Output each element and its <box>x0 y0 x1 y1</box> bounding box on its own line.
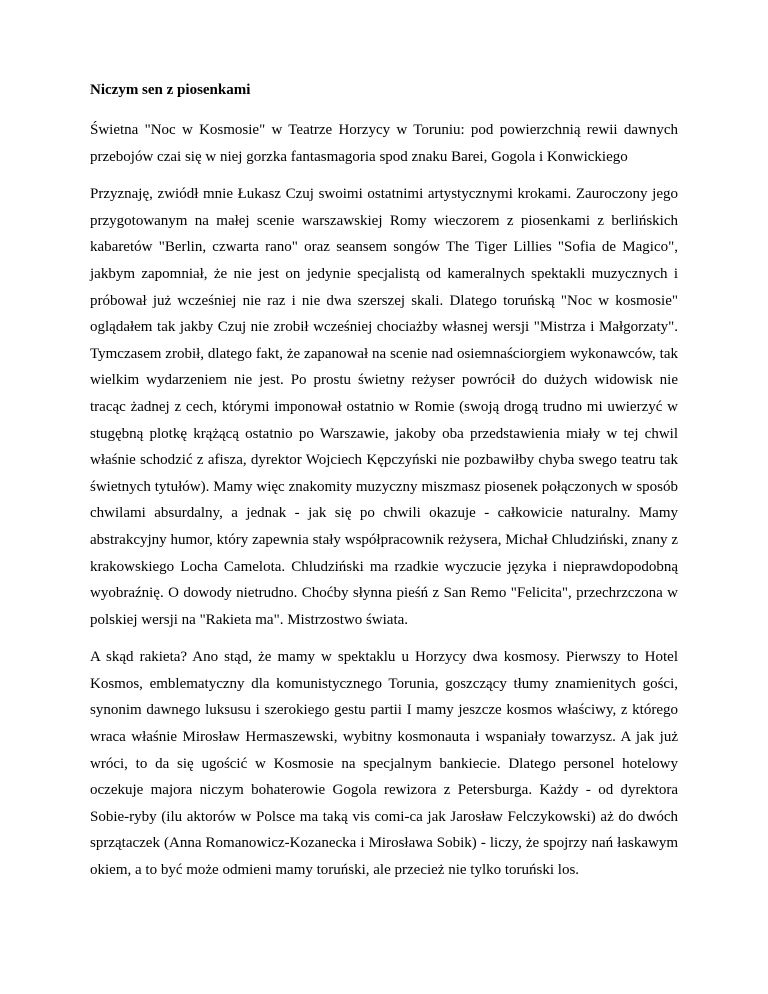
body-paragraph: Przyznaję, zwiódł mnie Łukasz Czuj swoimi ostatnimi artystycznymi krokami. Zauroczony jego przygotowanym na małej scenie warszawskiej Romy wieczorem z piosenkami z berlińskich kabaretów "Berlin, czwarta rano" oraz seansem songów The Tiger Lillies "Sofia de Magico", jakbym zapomniał, że nie jest on jedynie specjalistą od kameralnych spektakli muzycznych i próbował już wcześniej nie raz i nie dwa szerszej skali. Dlatego toruńską "Noc w kosmosie" oglądałem tak jakby Czuj nie zrobił wcześniej chociażby własnej wersji "Mistrza i Małgorzaty". Tymczasem zrobił, dlatego fakt, że zapanował na scenie nad osiemnaściorgiem wykonawców, tak wielkim wydarzeniem nie jest. Po prostu świetny reżyser powrócił do dużych widowisk nie tracąc żadnej z cech, którymi imponował ostatnio w Romie (swoją drogą trudno mi uwierzyć w stugębną plotkę krążącą ostatnio po Warszawie, jakoby oba przedstawienia miały w tej chwil właśnie schodzić z afisza, dyrektor Wojciech Kępczyński nie pozbawiłby chyba swego teatru tak świetnych tytułów). Mamy więc znakomity muzyczny miszmasz piosenek połączonych w sposób chwilami absurdalny, a jednak - jak się po chwili okazuje - całkowicie naturalny. Mamy abstrakcyjny humor, który zapewnia stały współpracownik reżysera, Michał Chludziński, znany z krakowskiego Locha Camelota. Chludziński ma rzadkie wyczucie języka i nieprawdopodobną wyobraźnię. O dowody nietrudno. Choćby słynna pieśń z San Remo "Felicita", przechrzczona w polskiej wersji na "Rakieta ma". Mistrzostwo świata. <box>90 186 678 628</box>
document-page <box>90 80 678 895</box>
body-paragraph: A skąd rakieta? Ano stąd, że mamy w spektaklu u Horzycy dwa kosmosy. Pierwszy to Hotel Kosmos, emblematyczny dla komunistycznego Torunia, goszczący tłumy znamienitych gości, synonim dawnego luksusu i szerokiego gestu partii I mamy jeszcze kosmos właściwy, z którego wraca właśnie Mirosław Hermaszewski, wybitny kosmonauta i wspaniały towarzysz. A jak już wróci, to da się ugościć w Kosmosie na specjalnym bankiecie. Dlatego personel hotelowy oczekuje majora niczym bohaterowie Gogola rewizora z Petersburga. Każdy - od dyrektora Sobie-ryby (ilu aktorów w Polsce ma taką vis comi-ca jak Jarosław Felczykowski) aż do dwóch sprzątaczek (Anna Romanowicz-Kozanecka i Mirosława Sobik) - liczy, że spojrzy nań łaskawym okiem, a to być może odmieni mamy toruński, ale przecież nie tylko toruński los. <box>90 649 678 879</box>
lead-paragraph: Świetna "Noc w Kosmosie" w Teatrze Horzycy w Toruniu: pod powierzchnią rewii dawnych przebojów czai się w niej gorzka fantasmagoria spod znaku Barei, Gogola i Konwickiego <box>90 122 678 165</box>
article-title: Niczym sen z piosenkami <box>90 82 251 98</box>
